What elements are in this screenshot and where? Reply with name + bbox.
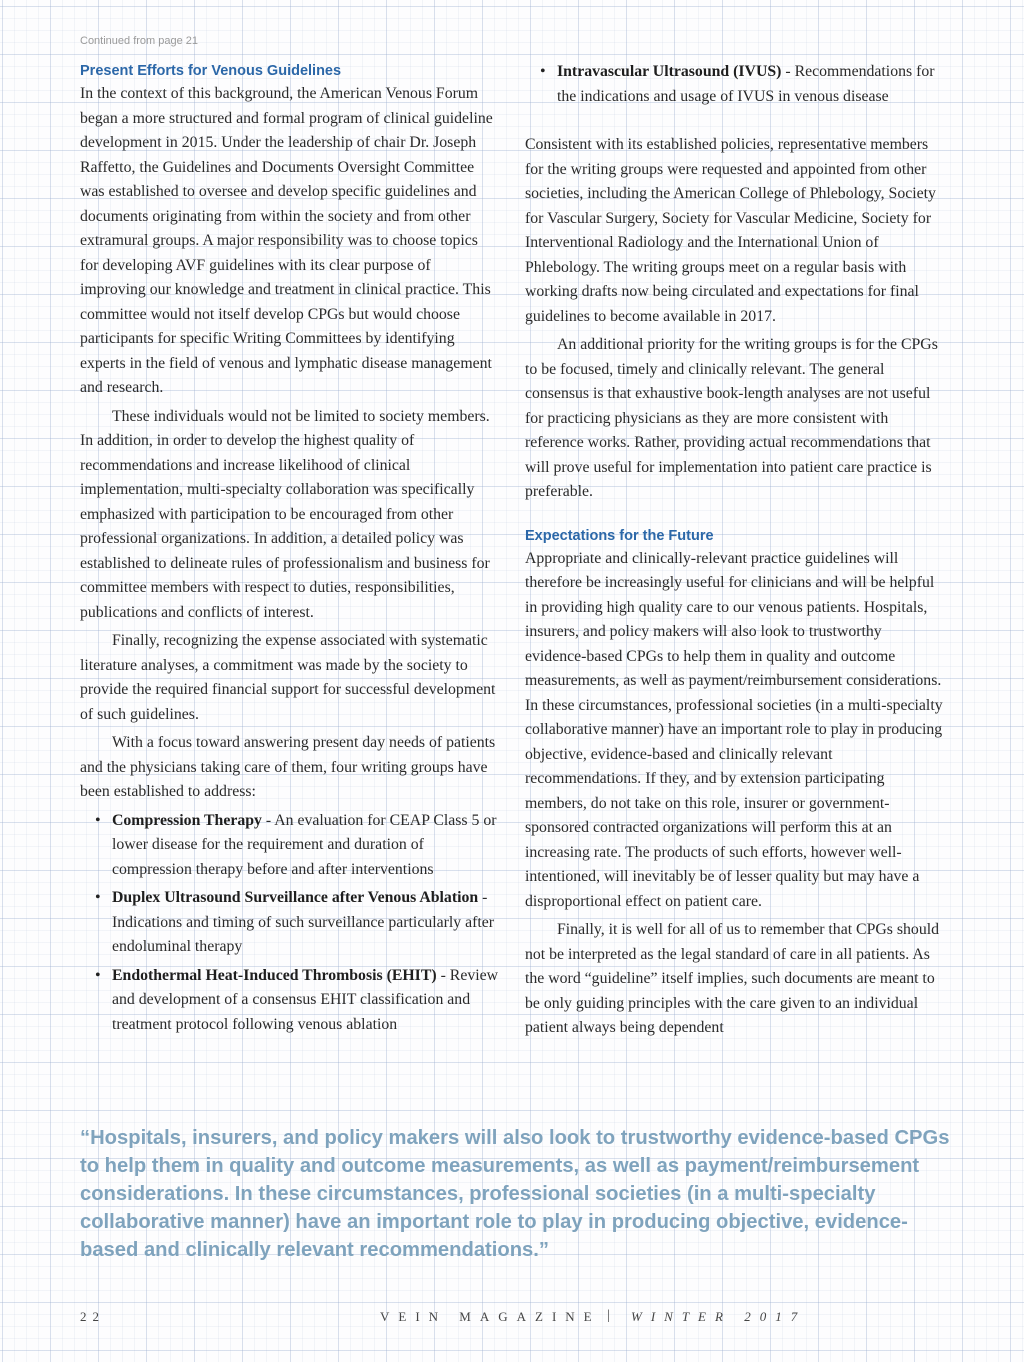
page-number: 22 — [80, 1309, 105, 1324]
paragraph: An additional priority for the writing groups is for the CPGs to be focused, timely and clinically relevant. The general consensus is that exhaustive book-length analyses are not useful for practicing physicians as they are more consistent with reference works. Rather, providing actual recommendations that will prove useful for implementation into patient care practice is preferable. — [525, 336, 938, 500]
paragraph: Consistent with its established policies, representative members for the writing groups were requested and appointed from other societies, including the American College of Phlebology, Society for Vascular Surgery, Society for Vascular Medicine, Society for Interventional Radiology and the International Union of Phlebology. The writing groups meet on a regular basis with working drafts now being circulated and expectations for final guidelines to become available in 2017. — [525, 136, 936, 325]
ivus-list — [525, 60, 945, 109]
paragraph: Finally, it is well for all of us to remember that CPGs should not be interpreted as the legal standard of care in all patients. As the word “guideline” itself implies, such documents are meant to be only guiding principles with the care given to an individual patient always being dependent — [525, 921, 940, 1036]
paragraph: With a focus toward answering present day needs of patients and the physicians taking care of them, four writing groups have been established to address: — [80, 734, 496, 800]
paragraph: Finally, recognizing the expense associated with systematic literature analyses, a commitment was made by the society to provide the required financial support for successful development of such guidelines. — [80, 632, 496, 723]
list-item — [112, 964, 500, 1038]
spacer — [525, 505, 945, 525]
footer-separator: | — [607, 1308, 610, 1323]
list-item-title: Compression Therapy — [112, 811, 262, 829]
list-item-text: - Review and development of a consensus EHIT classification and treatment protocol following venous ablation — [112, 966, 499, 1033]
paragraph: Appropriate and clinically-relevant practice guidelines will therefore be increasingly useful for clinicians and will be helpful in providing high quality care to our venous patients. Hospitals, insurers, and policy makers will also look to trustworthy evidence-based CPGs to help them in quality and outcome measurements, as well as payment/reimbursement considerations. In these circumstances, professional societies (in a multi-specialty collaborative manner) have an important role to play in producing objective, evidence-based and clinically relevant recommendations. If they, and by extension participating members, do not take on this role, insurer or government-sponsored contracted organizations will perform this at an increasing rate. The products of such efforts, however well-intentioned, will inevitably be of lesser quality but may have a disproportional effect on patient care. — [525, 549, 943, 910]
issue-label: WINTER 2017 — [631, 1309, 807, 1324]
list-item-title: Duplex Ultrasound Surveillance after Venous Ablation — [112, 889, 479, 906]
list-item-title: Intravascular Ultrasound (IVUS) — [557, 63, 782, 80]
magazine-name: VEIN MAGAZINE — [380, 1309, 601, 1324]
pull-quote: “Hospitals, insurers, and policy makers will also look to trustworthy evidence-based CPGs to help them in quality and outcome measurements, as well as payment/reimbursement considerations. In these circumstances, professional societies (in a multi-specialty collaborative manner) have an important role to play in producing objective, evidence-based and clinically relevant recommendations.” — [80, 1127, 950, 1261]
continued-note: Continued from page 21 — [80, 35, 199, 47]
paragraph: In the context of this background, the American Venous Forum began a more structured and formal program of clinical guideline development in 2015. Under the leadership of chair Dr. Joseph Raffetto, the Guidelines and Documents Oversight Committee was established to oversee and develop specific guidelines and documents originating from within the society and from other extramural groups. A major responsibility was to choose topics for developing AVF guidelines with its clear purpose of improving our knowledge and treatment in clinical practice. This committee would not itself develop CPGs but would choose participants for specific Writing Committees by identifying experts in the field of venous and lymphatic disease management and research. — [80, 85, 493, 396]
list-item — [112, 809, 500, 883]
left-column — [80, 60, 500, 1037]
list-item-title: Endothermal Heat-Induced Thrombosis (EHIT) — [112, 966, 437, 984]
list-item-text: - An evaluation for CEAP Class 5 or lower disease for the requirement and duration of compression therapy before and after interventions — [112, 811, 497, 878]
right-column — [525, 60, 945, 1041]
list-item — [557, 60, 945, 109]
list-item-text: - Recommendations for the indications and usage of IVUS in venous disease — [557, 63, 935, 105]
spacer — [525, 109, 945, 133]
writing-groups-list — [80, 809, 500, 1038]
page-footer — [80, 1309, 960, 1331]
section-heading-present-efforts: Present Efforts for Venous Guidelines — [80, 63, 342, 79]
paragraph: These individuals would not be limited to society members. In addition, in order to develop the highest quality of recommendations and increase likelihood of clinical implementation, multi-specialty collaboration was specifically emphasized with participation to be encouraged from other professional organizations. In addition, a detailed policy was established to delineate rules of professionalism and business for committee members with respect to duties, responsibilities, publications and conflicts of interest. — [80, 407, 490, 621]
list-item — [112, 886, 500, 960]
list-item-text: - Indications and timing of such surveillance particularly after endoluminal therapy — [112, 889, 495, 955]
section-heading-expectations: Expectations for the Future — [525, 527, 714, 544]
